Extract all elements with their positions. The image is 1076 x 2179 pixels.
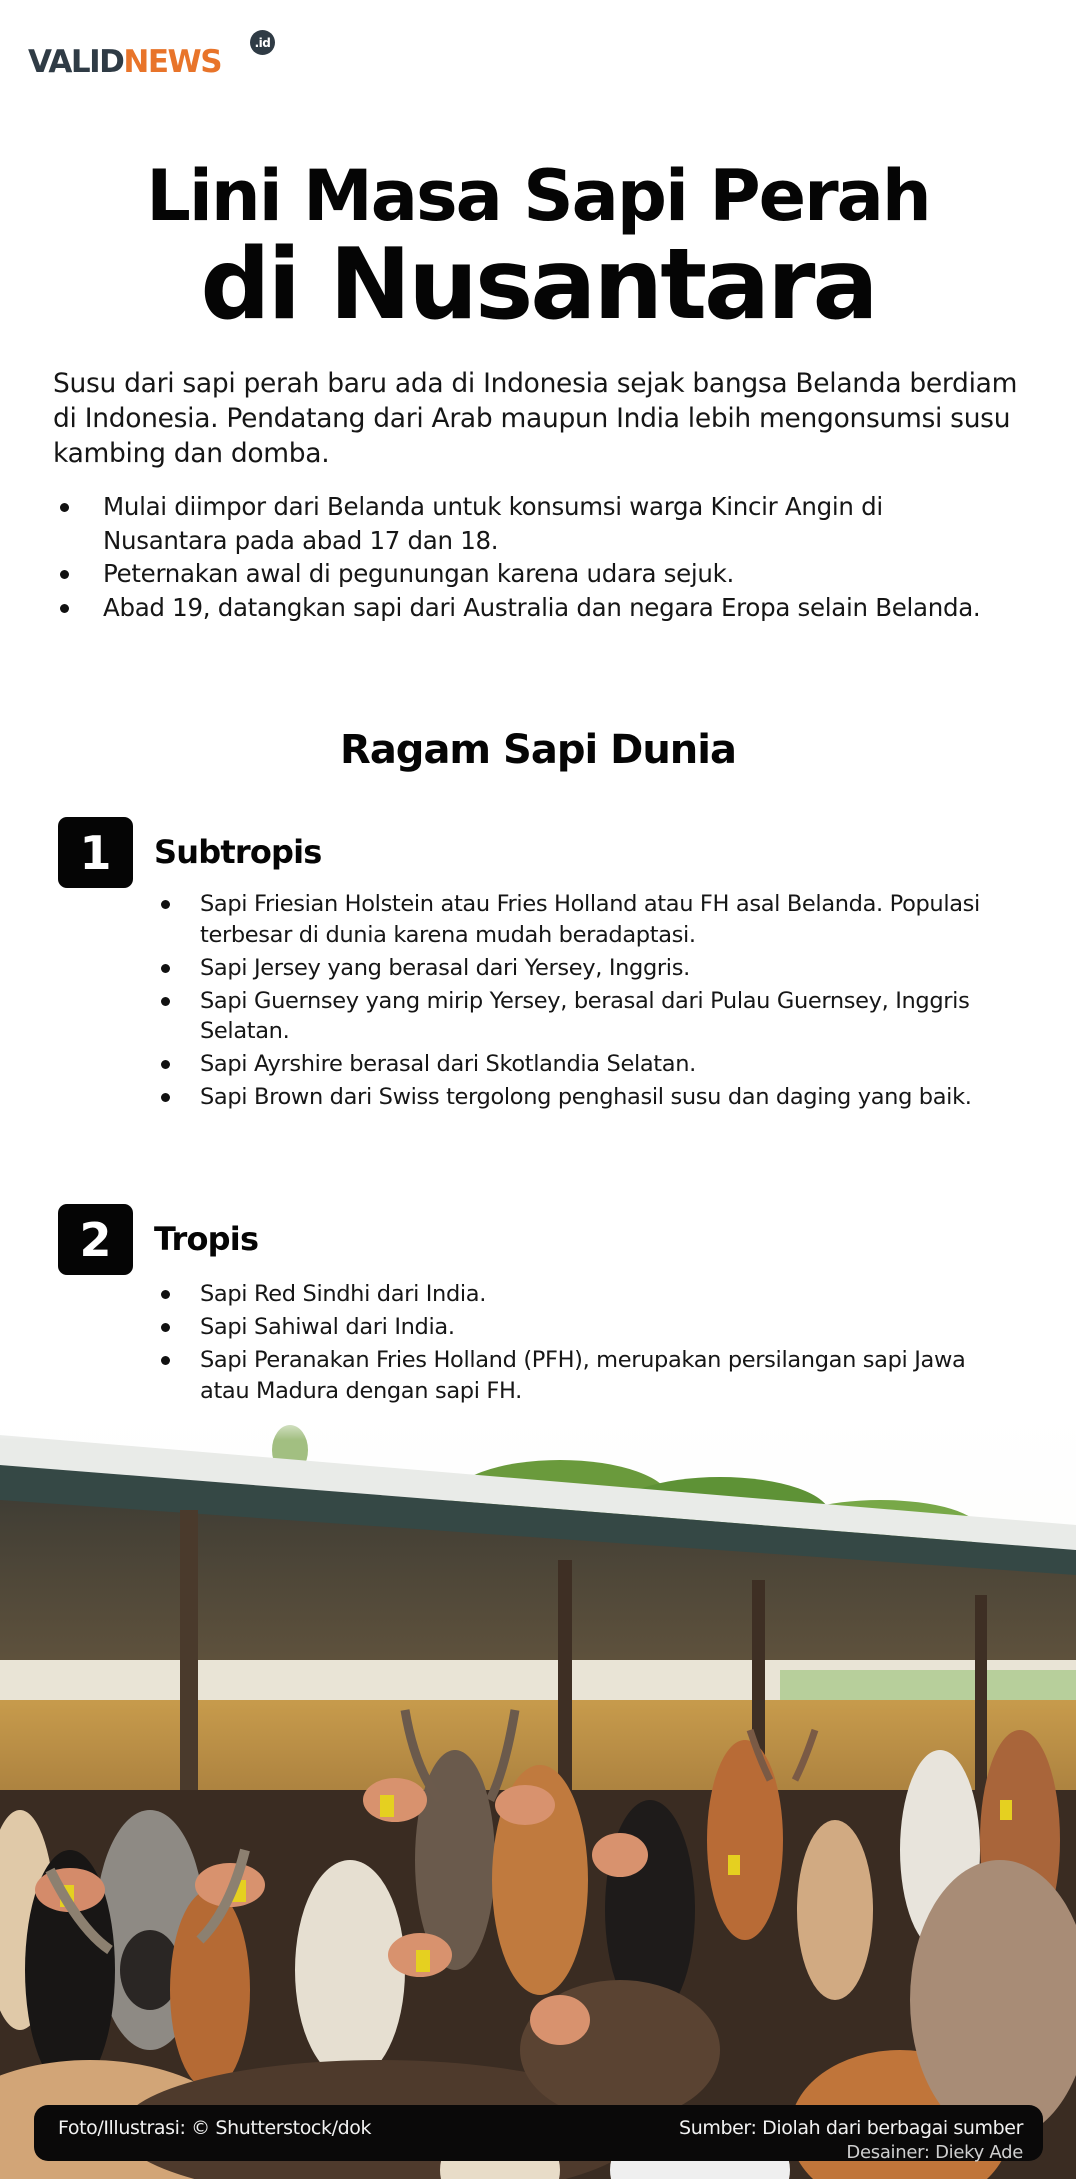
list-item-text: Sapi Red Sindhi dari India.	[200, 1281, 487, 1307]
bullet-icon	[161, 1356, 170, 1365]
list-item-text: Sapi Brown dari Swiss tergolong penghasil susu dan daging yang baik.	[200, 1084, 972, 1110]
category-title-subtropis: Subtropis	[154, 833, 322, 871]
bullet-icon	[161, 1093, 170, 1102]
list-item	[53, 490, 1013, 557]
list-item-text: Abad 19, datangkan sapi dari Australia dan negara Eropa selain Belanda.	[103, 592, 981, 622]
bullet-icon	[161, 964, 170, 973]
list-item-text: Sapi Peranakan Fries Holland (PFH), merupakan persilangan sapi Jawa atau Madura dengan sapi FH.	[200, 1347, 966, 1404]
list-item	[160, 889, 1020, 950]
list-item	[53, 557, 1013, 591]
list-item-text: Sapi Friesian Holstein atau Fries Holland atau FH asal Belanda. Populasi terbesar di dunia karena mudah beradaptasi.	[200, 891, 980, 948]
list-item-text: Sapi Ayrshire berasal dari Skotlandia Selatan.	[200, 1051, 696, 1077]
page-title-line-1: Lini Masa Sapi Perah	[146, 155, 930, 237]
bullet-icon	[161, 1290, 170, 1299]
list-item	[160, 1279, 1020, 1310]
list-item	[160, 1312, 1020, 1343]
intro-paragraph: Susu dari sapi perah baru ada di Indonesia sejak bangsa Belanda berdiam di Indonesia. Pendatang dari Arab maupun India lebih mengonsumsi susu kambing dan domba.	[53, 368, 1018, 469]
list-item	[53, 591, 1013, 625]
designer-credit: Desainer: Dieky Ade	[846, 2142, 1023, 2163]
list-item	[160, 986, 1020, 1047]
footer-credits-bar	[34, 2105, 1043, 2161]
source-credit: Sumber: Diolah dari berbagai sumber	[679, 2117, 1023, 2139]
bullet-icon	[161, 900, 170, 909]
list-item	[160, 1082, 1020, 1113]
page-title-line-2: di Nusantara	[200, 228, 876, 342]
list-item-text: Sapi Sahiwal dari India.	[200, 1314, 455, 1340]
logo-id-badge: .id	[250, 30, 275, 55]
bullet-icon	[161, 1060, 170, 1069]
validnews-logo	[28, 35, 271, 80]
list-item	[160, 1049, 1020, 1080]
bullet-icon	[60, 604, 69, 613]
section-heading: Ragam Sapi Dunia	[340, 727, 736, 773]
category-title-tropis: Tropis	[154, 1220, 259, 1258]
intro-bullet-list	[53, 490, 1013, 624]
logo-valid-text: VALID	[28, 44, 124, 80]
bullet-icon	[60, 570, 69, 579]
list-item-text: Sapi Guernsey yang mirip Yersey, berasal dari Pulau Guernsey, Inggris Selatan.	[200, 987, 970, 1044]
list-item	[160, 953, 1020, 984]
cattle-photo	[0, 1410, 1076, 2179]
subtropis-list	[160, 889, 1020, 1115]
photo-credit: Foto/Illustrasi: © Shutterstock/dok	[58, 2117, 372, 2139]
tropis-list	[160, 1279, 1020, 1409]
cattle-shed-illustration-icon	[0, 1410, 1076, 2179]
list-item-text: Sapi Jersey yang berasal dari Yersey, Inggris.	[200, 954, 690, 981]
bullet-icon	[60, 503, 69, 512]
category-number-badge: 1	[58, 817, 133, 888]
list-item-text: Peternakan awal di pegunungan karena udara sejuk.	[103, 559, 735, 588]
bullet-icon	[161, 997, 170, 1006]
logo-news-text: NEWS	[123, 44, 222, 80]
category-number-badge: 2	[58, 1204, 133, 1275]
list-item-text: Mulai diimpor dari Belanda untuk konsumsi warga Kincir Angin di Nusantara pada abad 17 dan 18.	[103, 492, 883, 555]
bullet-icon	[161, 1323, 170, 1332]
list-item	[160, 1345, 1020, 1406]
